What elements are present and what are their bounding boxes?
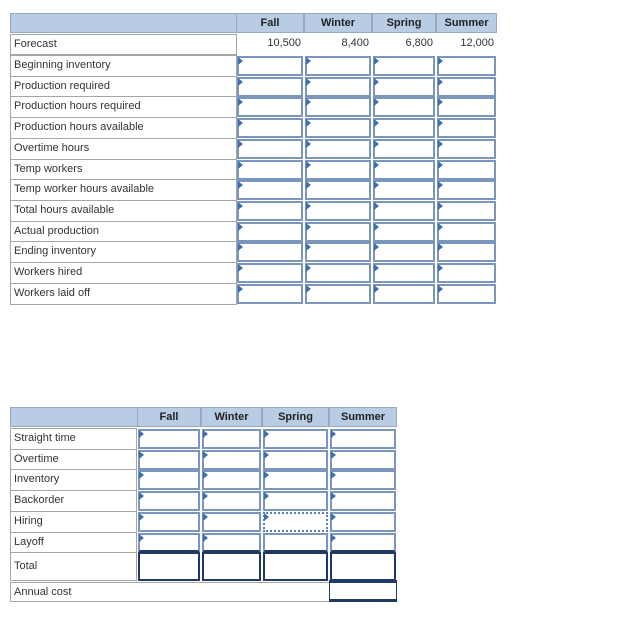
cost-input-backorder-winter[interactable] [202,491,261,511]
input-temp-worker-hours-available-spring[interactable] [373,180,435,200]
input-production-hours-required-winter[interactable] [305,97,371,117]
row-label-temp-worker-hours-available: Temp worker hours available [10,179,237,201]
input-actual-production-fall[interactable] [237,222,303,242]
cost-input-straight-time-winter[interactable] [202,429,261,449]
table1-header-fall: Fall [236,13,304,33]
input-production-hours-available-winter[interactable] [305,118,371,138]
input-production-hours-available-summer[interactable] [437,118,496,138]
input-workers-hired-winter[interactable] [305,263,371,283]
cost-input-backorder-spring[interactable] [263,491,328,511]
row-label-overtime-hours: Overtime hours [10,138,237,160]
cost-input-overtime-spring[interactable] [263,450,328,470]
forecast-value-spring: 6,800 [405,37,433,49]
cost-label-overtime: Overtime [10,449,137,471]
input-temp-worker-hours-available-summer[interactable] [437,180,496,200]
input-production-hours-required-fall[interactable] [237,97,303,117]
cost-input-backorder-fall[interactable] [138,491,200,511]
input-beginning-inventory-summer[interactable] [437,56,496,76]
row-label-total-hours-available: Total hours available [10,200,237,222]
cost-input-layoff-winter[interactable] [202,533,261,553]
input-overtime-hours-summer[interactable] [437,139,496,159]
input-production-hours-available-spring[interactable] [373,118,435,138]
input-actual-production-winter[interactable] [305,222,371,242]
input-workers-laid-off-fall[interactable] [237,284,303,304]
input-production-hours-available-fall[interactable] [237,118,303,138]
cost-input-straight-time-fall[interactable] [138,429,200,449]
row-label-temp-workers: Temp workers [10,159,237,181]
cost-input-hiring-fall[interactable] [138,512,200,532]
input-ending-inventory-fall[interactable] [237,242,303,262]
row-label-actual-production: Actual production [10,221,237,243]
cost-label-inventory: Inventory [10,469,137,491]
table2-header-fall: Fall [137,407,201,427]
input-temp-workers-summer[interactable] [437,160,496,180]
input-workers-hired-spring[interactable] [373,263,435,283]
table1-header-spring: Spring [372,13,436,33]
input-production-required-summer[interactable] [437,77,496,97]
input-total-hours-available-summer[interactable] [437,201,496,221]
input-overtime-hours-fall[interactable] [237,139,303,159]
cost-input-inventory-summer[interactable] [330,470,396,490]
cost-input-inventory-winter[interactable] [202,470,261,490]
row-label-workers-hired: Workers hired [10,262,237,284]
row-label-production-required: Production required [10,76,237,98]
input-production-required-fall[interactable] [237,77,303,97]
cost-input-layoff-summer[interactable] [330,533,396,553]
cost-label-backorder: Backorder [10,490,137,512]
input-temp-workers-winter[interactable] [305,160,371,180]
cost-input-layoff-fall[interactable] [138,533,200,553]
input-total-hours-available-spring[interactable] [373,201,435,221]
input-workers-hired-fall[interactable] [237,263,303,283]
annual-cost-label: Annual cost [10,582,330,602]
cost-input-hiring-winter[interactable] [202,512,261,532]
row-label-beginning-inventory: Beginning inventory [10,55,237,77]
cost-input-overtime-fall[interactable] [138,450,200,470]
table2-header-summer: Summer [329,407,397,427]
cost-input-hiring-summer[interactable] [330,512,396,532]
input-production-required-winter[interactable] [305,77,371,97]
input-overtime-hours-winter[interactable] [305,139,371,159]
input-production-hours-required-summer[interactable] [437,97,496,117]
row-label-production-hours-required: Production hours required [10,96,237,118]
input-workers-laid-off-winter[interactable] [305,284,371,304]
cost-input-hiring-spring[interactable] [263,512,328,532]
input-actual-production-summer[interactable] [437,222,496,242]
forecast-value-fall: 10,500 [267,37,301,49]
input-beginning-inventory-fall[interactable] [237,56,303,76]
total-cell-winter[interactable] [202,552,261,581]
total-label: Total [10,552,137,581]
input-temp-workers-spring[interactable] [373,160,435,180]
input-ending-inventory-spring[interactable] [373,242,435,262]
cost-input-inventory-fall[interactable] [138,470,200,490]
row-label-production-hours-available: Production hours available [10,117,237,139]
input-ending-inventory-winter[interactable] [305,242,371,262]
cost-label-layoff: Layoff [10,532,137,554]
table2-header-winter: Winter [201,407,262,427]
input-workers-laid-off-summer[interactable] [437,284,496,304]
forecast-value-summer: 12,000 [460,37,494,49]
input-workers-hired-summer[interactable] [437,263,496,283]
input-actual-production-spring[interactable] [373,222,435,242]
cost-input-layoff-spring[interactable] [263,533,328,553]
cost-label-straight-time: Straight time [10,428,137,450]
input-production-required-spring[interactable] [373,77,435,97]
input-workers-laid-off-spring[interactable] [373,284,435,304]
cost-input-straight-time-spring[interactable] [263,429,328,449]
cost-label-hiring: Hiring [10,511,137,533]
input-total-hours-available-winter[interactable] [305,201,371,221]
total-cell-spring[interactable] [263,552,328,581]
cost-input-inventory-spring[interactable] [263,470,328,490]
row-label-ending-inventory: Ending inventory [10,241,237,263]
input-total-hours-available-fall[interactable] [237,201,303,221]
cost-input-overtime-summer[interactable] [330,450,396,470]
table2-header-spring: Spring [262,407,329,427]
input-beginning-inventory-winter[interactable] [305,56,371,76]
table1-header-summer: Summer [436,13,497,33]
table1-header-winter: Winter [304,13,372,33]
forecast-label: Forecast [10,34,237,55]
cost-input-backorder-summer[interactable] [330,491,396,511]
input-beginning-inventory-spring[interactable] [373,56,435,76]
row-label-workers-laid-off: Workers laid off [10,283,237,305]
input-ending-inventory-summer[interactable] [437,242,496,262]
input-production-hours-required-spring[interactable] [373,97,435,117]
forecast-value-winter: 8,400 [341,37,369,49]
annual-cost-cell [329,580,397,602]
input-temp-worker-hours-available-winter[interactable] [305,180,371,200]
input-overtime-hours-spring[interactable] [373,139,435,159]
cost-input-overtime-winter[interactable] [202,450,261,470]
cost-input-straight-time-summer[interactable] [330,429,396,449]
total-cell-fall[interactable] [138,552,200,581]
input-temp-worker-hours-available-fall[interactable] [237,180,303,200]
input-temp-workers-fall[interactable] [237,160,303,180]
total-cell-summer [330,552,396,581]
